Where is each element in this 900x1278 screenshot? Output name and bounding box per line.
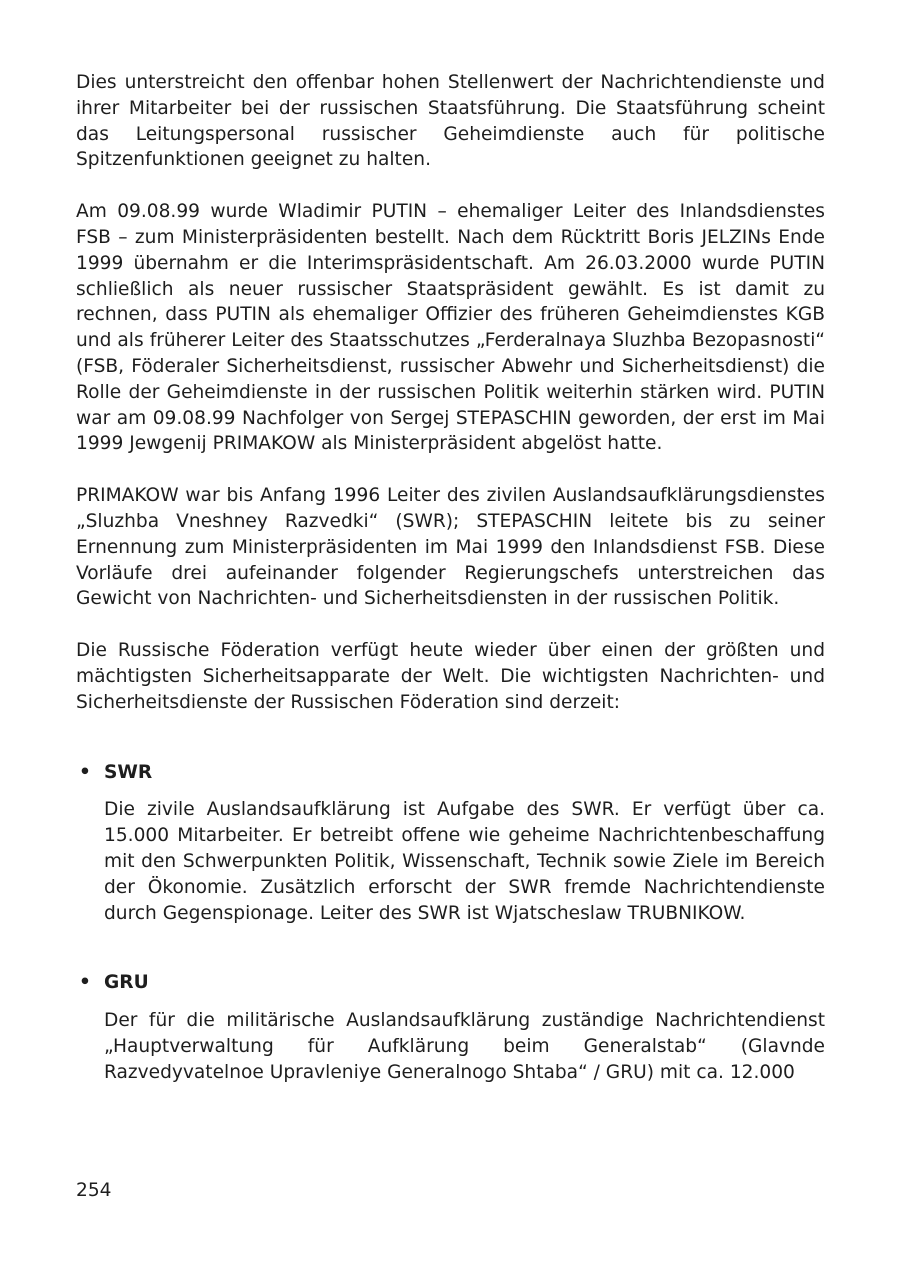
bullet-item-gru bbox=[76, 970, 825, 1085]
paragraph-primakow: PRIMAKOW war bis Anfang 1996 Leiter des zivilen Auslandsaufklärungsdienstes „Sluzhba Vneshney Razvedki“ (SWR); STEPASCHIN leitete bis zu seiner Ernennung zum Ministerpräsidenten im Mai 1999 den Inlandsdienst FSB. Diese Vorläufe drei aufeinander folgender Regierungschefs unterstreichen das Gewicht von Nachrichten- und Sicherheitsdiensten in der russischen Politik. bbox=[76, 485, 825, 610]
bullet-heading-label: GRU bbox=[104, 972, 149, 994]
paragraph-staatsfuehrung: Dies unterstreicht den offenbar hohen Stellenwert der Nachrichtendienste und ihrer Mitarbeiter bei der russischen Staatsführung. Die Staatsführung scheint das Leitungspersonal russischer Geheimdienste auch für politische Spitzenfunktionen geeignet zu halten. bbox=[76, 72, 825, 171]
bullet-text-gru: Der für die militärische Auslandsaufklärung zuständige Nachrichtendienst „Hauptverwaltung für Aufklärung beim Generalstab“ (Glavnde Razvedyvatelnoe Upravleniye Generalnogo Shtaba“ / GRU) mit ca. 12.000 bbox=[104, 1010, 825, 1083]
bullet-heading-gru bbox=[76, 970, 825, 996]
bullet-marker: • bbox=[79, 761, 91, 783]
bullet-marker: • bbox=[79, 972, 91, 994]
bullet-heading-swr bbox=[76, 760, 825, 786]
paragraph-foederation: Die Russische Föderation verfügt heute wieder über einen der größten und mächtigsten Sicherheitsapparate der Welt. Die wichtigsten Nachrichten- und Sicherheitsdienste der Russischen Föderation sind derzeit: bbox=[76, 640, 825, 713]
page-number: 254 bbox=[76, 1180, 112, 1201]
paragraph-putin: Am 09.08.99 wurde Wladimir PUTIN – ehemaliger Leiter des Inlandsdienstes FSB – zum Ministerpräsidenten bestellt. Nach dem Rücktritt Boris JELZINs Ende 1999 übernahm er die Interimspräsidentschaft. Am 26.03.2000 wurde PUTIN schließlich als neuer russischer Staatspräsident gewählt. Es ist damit zu rechnen, dass PUTIN als ehemaliger Offizier des früheren Geheimdienstes KGB und als früherer Leiter des Staatsschutzes „Ferderalnaya Sluzhba Bezopasnosti“ (FSB, Föderaler Sicherheitsdienst, russischer Abwehr und Sicherheitsdienst) die Rolle der Geheimdienste in der russischen Politik weiterhin stärken wird. PUTIN war am 09.08.99 Nachfolger von Sergej STEPASCHIN geworden, der erst im Mai 1999 Jewgenij PRIMAKOW als Ministerpräsident abgelöst hatte. bbox=[76, 201, 825, 455]
bullet-text-swr: Die zivile Auslandsaufklärung ist Aufgabe des SWR. Er verfügt über ca. 15.000 Mitarbeiter. Er betreibt offene wie geheime Nachrichtenbeschaffung mit den Schwerpunkten Politik, Wissenschaft, Technik sowie Ziele im Bereich der Ökonomie. Zusätzlich erforscht der SWR fremde Nachrichtendienste durch Gegenspionage. Leiter des SWR ist Wjatscheslaw TRUBNIKOW. bbox=[104, 799, 825, 924]
document-page bbox=[76, 70, 825, 1086]
bullet-item-swr bbox=[76, 760, 825, 927]
bullet-heading-label: SWR bbox=[104, 761, 153, 783]
